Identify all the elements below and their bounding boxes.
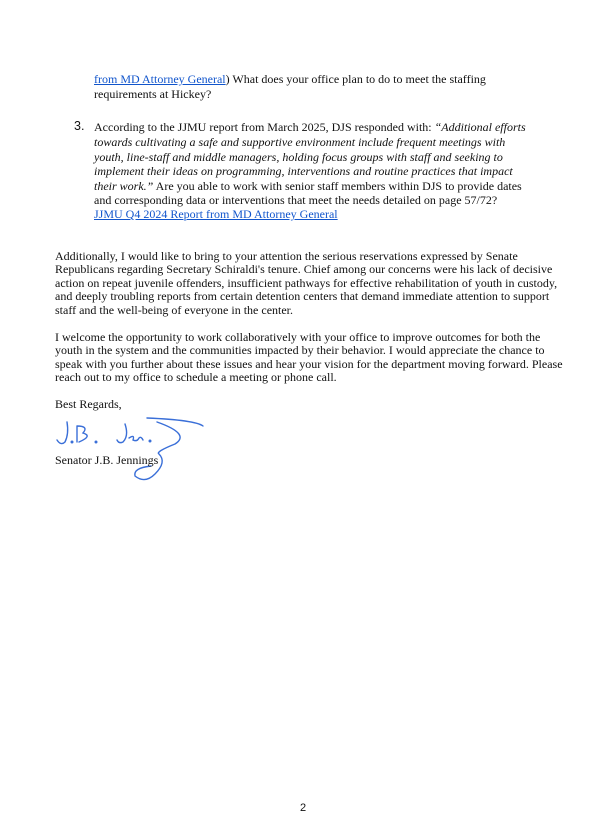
item3-line3 xyxy=(94,150,503,165)
paragraph1-line: and deeply troubling reports from certain detention centers that demand immediate attention to support xyxy=(55,289,550,303)
item3-text: Are you able to work with senior staff members within DJS to provide dates xyxy=(153,179,522,193)
item3-line2 xyxy=(94,135,505,150)
item2-line1 xyxy=(94,72,486,87)
item3-line1 xyxy=(94,120,526,135)
quote-text: implement their ideas on programming, interventions and routine practices that impact xyxy=(94,164,513,178)
item3-text: According to the JJMU report from March 2025, DJS responded with: xyxy=(94,120,435,134)
paragraph1-line: Republicans regarding Secretary Schiraldi's tenure. Chief among our concerns were his lack of decisive xyxy=(55,262,553,276)
quote-text: their work.” xyxy=(94,179,154,193)
closing: Best Regards, xyxy=(55,397,122,411)
item2-line2: requirements at Hickey? xyxy=(94,87,212,101)
page-number: 2 xyxy=(300,802,307,814)
paragraph2-line: reach out to my office to schedule a meeting or phone call. xyxy=(55,370,337,384)
item3-line6: and corresponding data or interventions that meet the needs detailed on page 57/72? xyxy=(94,193,498,207)
item3-line7 xyxy=(94,207,338,222)
list-number: 3. xyxy=(74,119,85,133)
paragraph2-line: I welcome the opportunity to work collaboratively with your office to improve outcomes for both the xyxy=(55,330,541,344)
paragraph1-line: Additionally, I would like to bring to your attention the serious reservations expressed by Senate xyxy=(55,249,518,263)
item3-line5 xyxy=(94,179,522,194)
attorney-general-link[interactable]: from MD Attorney General xyxy=(94,72,226,86)
item3-line4 xyxy=(94,164,513,179)
paragraph2-line: speak with you further about these issues and hear your vision for the department moving forward. Please xyxy=(55,357,563,371)
signature-image xyxy=(55,414,205,486)
paragraph2-line: youth in the system and the communities impacted by their behavior. I would appreciate the chance to xyxy=(55,343,545,357)
jjmu-report-link[interactable]: JJMU Q4 2024 Report from MD Attorney General xyxy=(94,207,338,221)
quote-text: towards cultivating a safe and supportive environment include frequent meetings with xyxy=(94,135,506,149)
signer-name: Senator J.B. Jennings xyxy=(55,453,159,467)
paragraph1-line: action on repeat juvenile offenders, insufficient pathways for effective rehabilitation of youth in custody, xyxy=(55,276,558,290)
quote-text: youth, line-staff and middle managers, holding focus groups with staff and seeking to xyxy=(94,150,503,164)
item2-text: ) What does your office plan to do to meet the staffing xyxy=(225,72,486,86)
quote-text: “Additional efforts xyxy=(434,120,526,134)
paragraph1-line: staff and the well-being of everyone in the center. xyxy=(55,303,294,317)
